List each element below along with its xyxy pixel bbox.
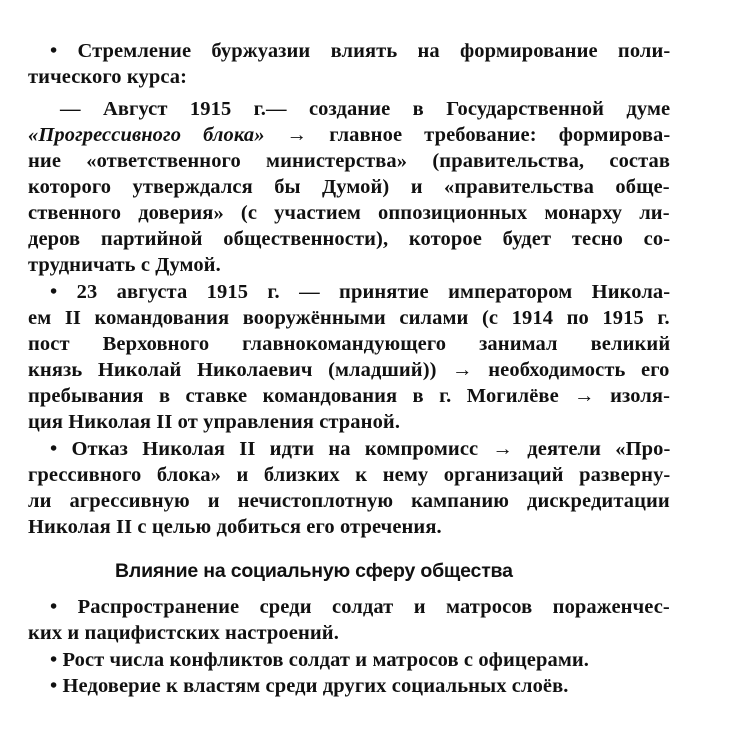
progressive-bloc-line-2 <box>28 122 670 148</box>
progressive-bloc-line-5: ственного доверия» (с участием оппозиционных монарху ли- <box>28 202 670 224</box>
bullet-bourgeoisie-line-1: • Стремление буржуазии влиять на формирование поли- <box>50 40 671 62</box>
social-bullet-defeatism-line-1: • Распространение среди солдат и матросов пораженчес- <box>50 596 670 618</box>
bullet-compromise-line-1: • Отказ Николая II идти на компромисс → деятели «Про- <box>50 438 671 460</box>
progressive-bloc-line-2-rest: → главное требование: формирова- <box>264 124 671 146</box>
social-bullet-defeatism-line-2: ких и пацифистских настроений. <box>28 622 339 644</box>
bullet-compromise-line-3: ли агрессивную и нечистоплотную кампанию дискредитации <box>28 490 670 512</box>
progressive-bloc-line-6: деров партийной общественности), которое будет тесно со- <box>28 228 671 250</box>
bullet-command-line-1: • 23 августа 1915 г. — принятие императором Никола- <box>50 281 671 303</box>
bullet-command-line-3: пост Верховного главнокомандующего занимал великий <box>28 333 671 355</box>
bullet-command-line-4: князь Николай Николаевич (младший)) → необходимость его <box>28 359 670 381</box>
section-heading: Влияние на социальную сферу общества <box>115 560 513 582</box>
bullet-bourgeoisie-line-2: тического курса: <box>28 66 188 88</box>
progressive-bloc-line-4: которого утверждался бы Думой) и «правительства обще- <box>28 176 670 198</box>
social-bullet-distrust: • Недоверие к властям среди других социальных слоёв. <box>50 675 569 697</box>
bullet-command-line-5: пребывания в ставке командования в г. Могилёве → изоля- <box>28 385 671 407</box>
bullet-command-line-2: ем II командования вооружёнными силами (с 1914 по 1915 г. <box>28 307 670 329</box>
progressive-bloc-line-7: трудничать с Думой. <box>28 254 221 276</box>
social-bullet-conflicts: • Рост числа конфликтов солдат и матросов с офицерами. <box>50 649 590 671</box>
progressive-bloc-line-1: — Август 1915 г.— создание в Государственной думе <box>60 98 671 120</box>
bullet-compromise-line-4: Николая II с целью добиться его отречения. <box>28 516 442 538</box>
progressive-bloc-line-3: ние «ответственного министерства» (правительства, состав <box>28 150 671 172</box>
bullet-command-line-6: ция Николая II от управления страной. <box>28 411 401 433</box>
progressive-bloc-name: «Прогрессивного блока» <box>28 124 265 146</box>
bullet-compromise-line-2: грессивного блока» и близких к нему организаций разверну- <box>28 464 671 486</box>
